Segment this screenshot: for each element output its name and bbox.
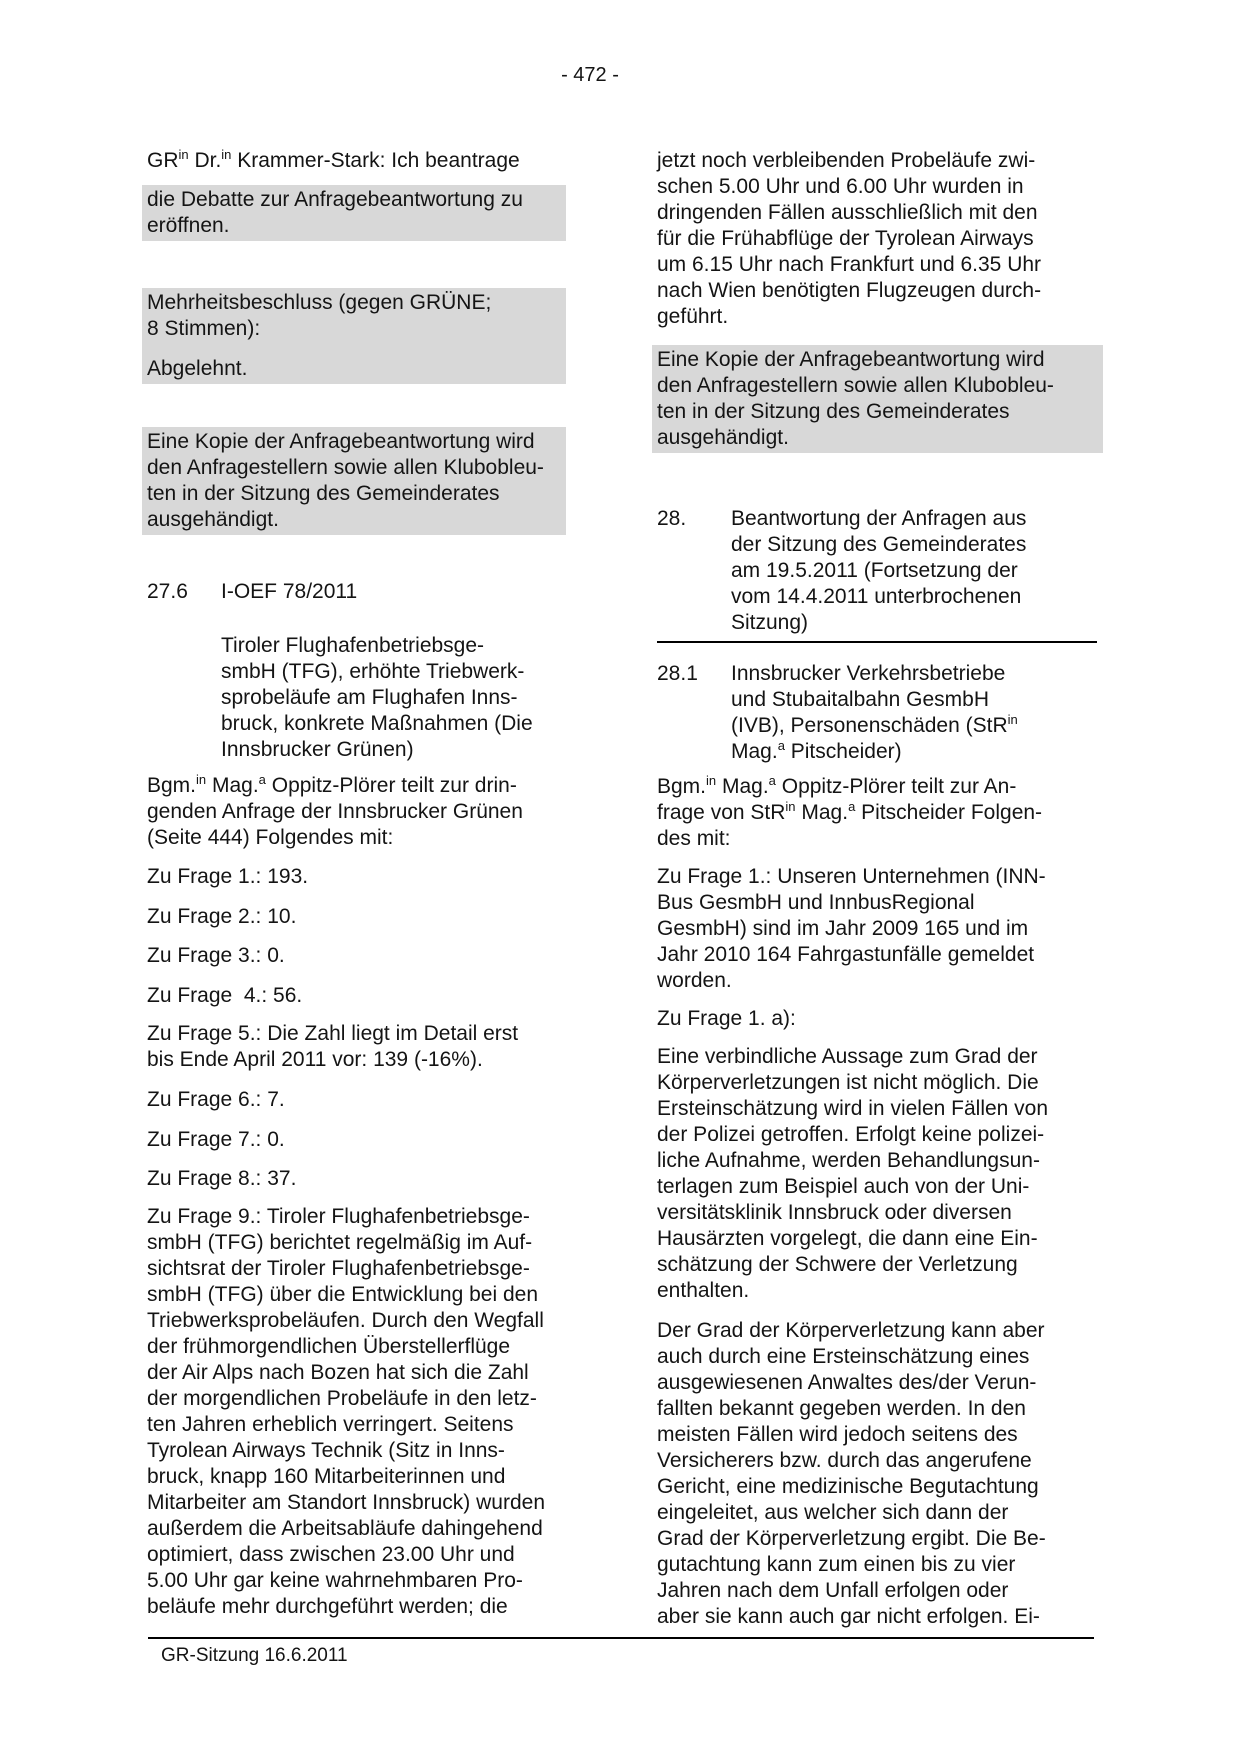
paragraph xyxy=(657,1044,1097,1304)
text-line: geführt. xyxy=(657,305,729,328)
text-line: um 6.15 Uhr nach Frankfurt und 6.35 Uhr xyxy=(657,253,1042,276)
text-line: und Stubaitalbahn GesmbH xyxy=(731,688,989,711)
superscript: in xyxy=(785,799,796,814)
text-line: ausgehändigt. xyxy=(147,508,279,531)
text-line: Jahren nach dem Unfall erfolgen oder xyxy=(657,1579,1009,1602)
heading-number xyxy=(147,633,221,763)
superscript: in xyxy=(706,773,717,788)
text-line: terlagen zum Beispiel auch von der Uni- xyxy=(657,1175,1030,1198)
text-line: des mit: xyxy=(657,827,731,850)
superscript: in xyxy=(196,772,207,787)
text-line: ausgewiesenen Anwaltes des/der Verun- xyxy=(657,1371,1037,1394)
text-line: Eine verbindliche Aussage zum Grad der xyxy=(657,1045,1038,1068)
heading-number: 28. xyxy=(657,507,687,530)
text-line: vom 14.4.2011 unterbrochenen xyxy=(731,585,1022,608)
heading-number: 27.6 xyxy=(147,580,188,603)
text-line: aber sie kann auch gar nicht erfolgen. Ei- xyxy=(657,1605,1040,1628)
text-line: $GR^{in}$ Dr.$^{in}$ Krammer-Stark: Ich beantrage xyxy=(147,147,520,172)
text-line: der frühmorgendlichen Überstellerflüge xyxy=(147,1335,511,1358)
text-line: Zu Frage 7.: 0. xyxy=(147,1128,285,1151)
text-line: Triebwerksprobeläufen. Durch den Wegfall xyxy=(147,1309,544,1332)
paragraph xyxy=(147,864,560,890)
text-line: smbH (TFG) berichtet regelmäßig im Auf- xyxy=(147,1231,533,1254)
text-line: Zu Frage 4.: 56. xyxy=(147,984,303,1007)
text-line: Zu Frage 1. a): xyxy=(657,1007,796,1030)
text-line: am 19.5.2011 (Fortsetzung der xyxy=(731,559,1018,582)
superscript: in xyxy=(178,147,189,162)
text-line: 8 Stimmen): xyxy=(147,317,261,340)
paragraph xyxy=(147,904,560,930)
paragraph xyxy=(147,1127,560,1153)
text-line: ten Jahren erheblich verringert. Seitens xyxy=(147,1413,514,1436)
paragraph xyxy=(147,1204,560,1620)
footer-text: GR-Sitzung 16.6.2011 xyxy=(161,1645,348,1666)
text-line: liche Aufnahme, werden Behandlungsun- xyxy=(657,1149,1040,1172)
superscript: in xyxy=(221,147,232,162)
text-line: Mag.$^a$ Pitscheider) xyxy=(731,738,902,763)
text-line: Zu Frage 1.: Unseren Unternehmen (INN- xyxy=(657,865,1046,888)
text-line: Der Grad der Körperverletzung kann aber xyxy=(657,1319,1045,1342)
numbered-heading xyxy=(657,661,1097,765)
highlight-block xyxy=(142,427,566,535)
paragraph xyxy=(657,774,1097,852)
text-line: für die Frühabflüge der Tyrolean Airways xyxy=(657,227,1034,250)
text-line: Körperverletzungen ist nicht möglich. Die xyxy=(657,1071,1039,1094)
text-line: gutachtung kann zum einen bis zu vier xyxy=(657,1553,1016,1576)
text-line: GesmbH) sind im Jahr 2009 165 und im xyxy=(657,917,1029,940)
text-line: fallten bekannt gegeben werden. In den xyxy=(657,1397,1026,1420)
paragraph xyxy=(147,983,560,1009)
text-line: enthalten. xyxy=(657,1279,750,1302)
text-line: Zu Frage 6.: 7. xyxy=(147,1088,285,1111)
text-line: dringenden Fällen ausschließlich mit den xyxy=(657,201,1038,224)
highlight-block xyxy=(142,185,566,241)
heading-number: 28.1 xyxy=(657,662,698,685)
text-line: bruck, knapp 160 Mitarbeiterinnen und xyxy=(147,1465,506,1488)
text-line: Zu Frage 1.: 193. xyxy=(147,865,309,888)
paragraph xyxy=(147,1021,560,1073)
text-line: sprobeläufe am Flughafen Inns- xyxy=(221,686,518,709)
text-line: Zu Frage 8.: 37. xyxy=(147,1167,297,1190)
paragraph xyxy=(147,1166,560,1192)
heading-text xyxy=(221,579,560,605)
text-line: frage von StR$^{in}$ Mag.$^a$ Pitscheider Folgen- xyxy=(657,799,1043,824)
text-line: Mitarbeiter am Standort Innsbruck) wurden xyxy=(147,1491,546,1514)
text-line: 5.00 Uhr gar keine wahrnehmbaren Pro- xyxy=(147,1569,523,1592)
heading-continuation xyxy=(147,633,560,763)
text-line: auch durch eine Ersteinschätzung eines xyxy=(657,1345,1030,1368)
paragraph xyxy=(657,1318,1097,1630)
text-line: eingeleitet, aus welcher sich dann der xyxy=(657,1501,1009,1524)
text-line: der Air Alps nach Bozen hat sich die Zahl xyxy=(147,1361,529,1384)
superscript: in xyxy=(1007,712,1018,727)
text-line: Gericht, eine medizinische Begutachtung xyxy=(657,1475,1039,1498)
text-line: Innsbrucker Grünen) xyxy=(221,738,414,761)
right-column xyxy=(657,148,1097,1630)
superscript: a xyxy=(777,738,785,753)
text-line: Abgelehnt. xyxy=(147,357,248,380)
text-line: genden Anfrage der Innsbrucker Grünen xyxy=(147,800,523,823)
text-line: Innsbrucker Verkehrsbetriebe xyxy=(731,662,1006,685)
text-line: nach Wien benötigten Flugzeugen durch- xyxy=(657,279,1042,302)
left-column xyxy=(147,148,560,1620)
text-line: den Anfragestellern sowie allen Klubobleu- xyxy=(147,456,544,479)
text-line: die Debatte zur Anfragebeantwortung zu xyxy=(147,188,523,211)
text-line: den Anfragestellern sowie allen Klubobleu- xyxy=(657,374,1054,397)
paragraph xyxy=(147,148,560,174)
text-line: Eine Kopie der Anfragebeantwortung wird xyxy=(657,348,1045,371)
text-line: Grad der Körperverletzung ergibt. Die Be- xyxy=(657,1527,1046,1550)
superscript: a xyxy=(258,772,266,787)
superscript: a xyxy=(848,799,856,814)
text-line: Ersteinschätzung wird in vielen Fällen von xyxy=(657,1097,1049,1120)
text-line: Tiroler Flughafenbetriebsge- xyxy=(221,634,485,657)
superscript: a xyxy=(768,773,776,788)
text-line: jetzt noch verbleibenden Probeläufe zwi- xyxy=(657,149,1036,172)
text-line: der Sitzung des Gemeinderates xyxy=(731,533,1027,556)
numbered-heading xyxy=(657,506,1097,643)
text-line: der morgendlichen Probeläufe in den letz- xyxy=(147,1387,537,1410)
text-line: ten in der Sitzung des Gemeinderates xyxy=(657,400,1010,423)
text-line: Versicherers bzw. durch das angerufene xyxy=(657,1449,1032,1472)
paragraph xyxy=(657,1006,1097,1032)
paragraph xyxy=(147,773,560,851)
text-line: schen 5.00 Uhr und 6.00 Uhr wurden in xyxy=(657,175,1024,198)
text-line: (Seite 444) Folgendes mit: xyxy=(147,826,394,849)
text-line: Zu Frage 2.: 10. xyxy=(147,905,297,928)
text-line: Mehrheitsbeschluss (gegen GRÜNE; xyxy=(147,291,492,314)
text-line: smbH (TFG) über die Entwicklung bei den xyxy=(147,1283,538,1306)
text-line: worden. xyxy=(657,969,732,992)
text-line: Sitzung) xyxy=(731,611,809,634)
heading-text xyxy=(731,661,1097,765)
text-line: der Polizei getroffen. Erfolgt keine polizei- xyxy=(657,1123,1045,1146)
highlight-block xyxy=(142,288,566,384)
paragraph xyxy=(147,1087,560,1113)
text-line: ten in der Sitzung des Gemeinderates xyxy=(147,482,500,505)
text-line: ausgehändigt. xyxy=(657,426,789,449)
highlight-block xyxy=(652,345,1103,453)
text-line: (IVB), Personenschäden (StR$^{in}$ xyxy=(731,712,1018,737)
text-line: beläufe mehr durchgeführt werden; die xyxy=(147,1595,508,1618)
paragraph xyxy=(657,148,1097,330)
text-line: außerdem die Arbeitsabläufe dahingehend xyxy=(147,1517,543,1540)
paragraph xyxy=(147,943,560,969)
text-line: Bgm.$^{in}$ Mag.$^a$ Oppitz-Plörer teilt zur An- xyxy=(657,773,1017,798)
footer-divider xyxy=(148,1637,1094,1639)
text-line: bruck, konkrete Maßnahmen (Die xyxy=(221,712,533,735)
text-line: Zu Frage 5.: Die Zahl liegt im Detail erst xyxy=(147,1022,519,1045)
text-line: Jahr 2010 164 Fahrgastunfälle gemeldet xyxy=(657,943,1035,966)
heading-text xyxy=(731,506,1097,636)
text-line: I-OEF 78/2011 xyxy=(221,580,358,603)
text-line: eröffnen. xyxy=(147,214,230,237)
text-line: optimiert, dass zwischen 23.00 Uhr und xyxy=(147,1543,515,1566)
text-line: smbH (TFG), erhöhte Triebwerk- xyxy=(221,660,525,683)
text-line: schätzung der Schwere der Verletzung xyxy=(657,1253,1018,1276)
text-line: meisten Fällen wird jedoch seitens des xyxy=(657,1423,1018,1446)
text-line: Hausärzten vorgelegt, die dann eine Ein- xyxy=(657,1227,1038,1250)
text-line: Beantwortung der Anfragen aus xyxy=(731,507,1027,530)
text-line: bis Ende April 2011 vor: 139 (-16%). xyxy=(147,1048,483,1071)
text-line: Bus GesmbH und InnbusRegional xyxy=(657,891,975,914)
text-line: versitätsklinik Innsbruck oder diversen xyxy=(657,1201,1012,1224)
page-number: - 472 - xyxy=(561,64,619,86)
paragraph xyxy=(657,864,1097,994)
text-line: Eine Kopie der Anfragebeantwortung wird xyxy=(147,430,535,453)
text-line: sichtsrat der Tiroler Flughafenbetriebsge- xyxy=(147,1257,530,1280)
blank-space xyxy=(147,342,560,356)
text-line: Tyrolean Airways Technik (Sitz in Inns- xyxy=(147,1439,505,1462)
text-line: Zu Frage 3.: 0. xyxy=(147,944,285,967)
heading-text xyxy=(221,633,560,763)
text-line: Bgm.$^{in}$ Mag.$^a$ Oppitz-Plörer teilt zur drin- xyxy=(147,772,517,797)
text-line: Zu Frage 9.: Tiroler Flughafenbetriebsge- xyxy=(147,1205,530,1228)
numbered-heading xyxy=(147,579,560,605)
